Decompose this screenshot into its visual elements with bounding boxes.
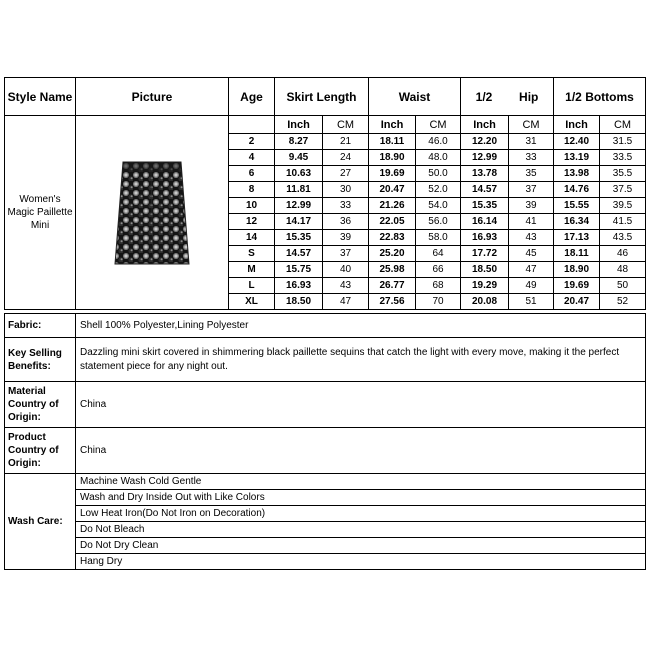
waist-inch: 19.69: [369, 166, 416, 182]
waist-cm: 54.0: [416, 198, 461, 214]
wash-care-list: [76, 474, 645, 569]
hip-cm: 45: [509, 246, 554, 262]
product-origin-label: Product Country of Origin:: [5, 428, 76, 474]
header-age: Age: [229, 78, 275, 116]
hip-inch: 12.99: [461, 150, 509, 166]
size-age: M: [229, 262, 275, 278]
selling-value: Dazzling mini skirt covered in shimmering black paillette sequins that catch the light with every move, making it the perfect statement piece for any night out.: [76, 338, 646, 382]
size-age: S: [229, 246, 275, 262]
bottom-inch: 14.76: [554, 182, 600, 198]
bottom-cm: 52: [600, 294, 646, 310]
skirt-inch: 8.27: [275, 134, 323, 150]
skirt-cm: 24: [323, 150, 369, 166]
bottom-inch: 19.69: [554, 278, 600, 294]
material-origin-label: Material Country of Origin:: [5, 382, 76, 428]
hip-inch: 16.14: [461, 214, 509, 230]
skirt-cm: 36: [323, 214, 369, 230]
wash-care-label: Wash Care:: [5, 474, 76, 570]
hip-cm: 33: [509, 150, 554, 166]
bottom-cm: 43.5: [600, 230, 646, 246]
skirt-cm: 21: [323, 134, 369, 150]
product-details-table: [4, 313, 646, 570]
unit-inch: Inch: [369, 116, 416, 134]
waist-cm: 46.0: [416, 134, 461, 150]
skirt-cm: 37: [323, 246, 369, 262]
size-age: XL: [229, 294, 275, 310]
bottom-cm: 33.5: [600, 150, 646, 166]
skirt-cm: 40: [323, 262, 369, 278]
bottom-inch: 15.55: [554, 198, 600, 214]
hip-inch: 12.20: [461, 134, 509, 150]
size-age: 4: [229, 150, 275, 166]
waist-inch: 22.05: [369, 214, 416, 230]
wash-care-item: Low Heat Iron(Do Not Iron on Decoration): [76, 506, 645, 522]
material-origin-value: China: [76, 382, 646, 428]
waist-cm: 56.0: [416, 214, 461, 230]
hip-cm: 47: [509, 262, 554, 278]
product-picture: [76, 116, 229, 310]
waist-cm: 70: [416, 294, 461, 310]
units-row: [5, 116, 646, 134]
hip-cm: 43: [509, 230, 554, 246]
header-picture: Picture: [76, 78, 229, 116]
size-age: 8: [229, 182, 275, 198]
wash-care-row: [5, 474, 646, 570]
bottom-inch: 20.47: [554, 294, 600, 310]
skirt-inch: 14.57: [275, 246, 323, 262]
wash-care-item: Machine Wash Cold Gentle: [76, 474, 645, 490]
skirt-cm: 47: [323, 294, 369, 310]
bottom-inch: 18.90: [554, 262, 600, 278]
bottom-cm: 48: [600, 262, 646, 278]
waist-cm: 48.0: [416, 150, 461, 166]
header-half-hip: 1/2 Hip: [461, 78, 554, 116]
hip-cm: 51: [509, 294, 554, 310]
product-origin-row: [5, 428, 646, 474]
hip-inch: 20.08: [461, 294, 509, 310]
skirt-inch: 15.35: [275, 230, 323, 246]
fabric-value: Shell 100% Polyester,Lining Polyester: [76, 314, 646, 338]
skirt-inch: 16.93: [275, 278, 323, 294]
fabric-label: Fabric:: [5, 314, 76, 338]
bottom-cm: 46: [600, 246, 646, 262]
unit-inch: Inch: [461, 116, 509, 134]
product-style-name: Women's Magic Paillette Mini: [5, 116, 76, 310]
hip-cm: 35: [509, 166, 554, 182]
bottom-inch: 13.19: [554, 150, 600, 166]
header-style-name: Style Name: [5, 78, 76, 116]
header-waist: Waist: [369, 78, 461, 116]
waist-inch: 25.20: [369, 246, 416, 262]
bottom-inch: 13.98: [554, 166, 600, 182]
wash-care-item: Hang Dry: [80, 556, 123, 567]
size-age: L: [229, 278, 275, 294]
waist-cm: 68: [416, 278, 461, 294]
bottom-cm: 35.5: [600, 166, 646, 182]
bottom-inch: 17.13: [554, 230, 600, 246]
waist-inch: 25.98: [369, 262, 416, 278]
bottom-inch: 18.11: [554, 246, 600, 262]
hip-cm: 39: [509, 198, 554, 214]
bottom-inch: 16.34: [554, 214, 600, 230]
sequin-skirt-image: [93, 154, 211, 272]
waist-cm: 52.0: [416, 182, 461, 198]
size-age: 6: [229, 166, 275, 182]
bottom-cm: 31.5: [600, 134, 646, 150]
skirt-inch: 10.63: [275, 166, 323, 182]
product-origin-value: China: [76, 428, 646, 474]
wash-care-item: Do Not Dry Clean: [76, 538, 645, 554]
hip-inch: 14.57: [461, 182, 509, 198]
unit-cm: CM: [600, 116, 646, 134]
unit-inch: Inch: [554, 116, 600, 134]
bottom-cm: 37.5: [600, 182, 646, 198]
size-age: 10: [229, 198, 275, 214]
header-half-bottoms: 1/2 Bottoms: [554, 78, 646, 116]
waist-inch: 22.83: [369, 230, 416, 246]
hip-cm: 31: [509, 134, 554, 150]
skirt-cm: 30: [323, 182, 369, 198]
wash-care-item: Do Not Bleach: [76, 522, 645, 538]
hip-inch: 13.78: [461, 166, 509, 182]
hip-inch: 16.93: [461, 230, 509, 246]
skirt-cm: 27: [323, 166, 369, 182]
size-chart-table: [4, 77, 646, 310]
hip-cm: 49: [509, 278, 554, 294]
material-origin-row: [5, 382, 646, 428]
waist-cm: 66: [416, 262, 461, 278]
fabric-row: [5, 314, 646, 338]
waist-cm: 64: [416, 246, 461, 262]
waist-cm: 58.0: [416, 230, 461, 246]
size-age: 14: [229, 230, 275, 246]
unit-cm: CM: [509, 116, 554, 134]
skirt-inch: 11.81: [275, 182, 323, 198]
size-age: 2: [229, 134, 275, 150]
skirt-inch: 9.45: [275, 150, 323, 166]
waist-inch: 20.47: [369, 182, 416, 198]
hip-inch: 19.29: [461, 278, 509, 294]
hip-cm: 41: [509, 214, 554, 230]
selling-row: [5, 338, 646, 382]
skirt-cm: 43: [323, 278, 369, 294]
wash-care-item: Wash and Dry Inside Out with Like Colors: [76, 490, 645, 506]
waist-inch: 18.90: [369, 150, 416, 166]
bottom-cm: 41.5: [600, 214, 646, 230]
hip-inch: 18.50: [461, 262, 509, 278]
header-skirt-length: Skirt Length: [275, 78, 369, 116]
hip-cm: 37: [509, 182, 554, 198]
bottom-cm: 39.5: [600, 198, 646, 214]
bottom-cm: 50: [600, 278, 646, 294]
skirt-cm: 33: [323, 198, 369, 214]
waist-inch: 27.56: [369, 294, 416, 310]
waist-inch: 26.77: [369, 278, 416, 294]
bottom-inch: 12.40: [554, 134, 600, 150]
waist-inch: 18.11: [369, 134, 416, 150]
header-row: [5, 78, 646, 116]
hip-inch: 15.35: [461, 198, 509, 214]
waist-inch: 21.26: [369, 198, 416, 214]
size-age: 12: [229, 214, 275, 230]
selling-label: Key Selling Benefits:: [5, 338, 76, 382]
unit-cm: CM: [416, 116, 461, 134]
unit-inch: Inch: [275, 116, 323, 134]
skirt-inch: 14.17: [275, 214, 323, 230]
hip-inch: 17.72: [461, 246, 509, 262]
skirt-inch: 15.75: [275, 262, 323, 278]
unit-cm: CM: [323, 116, 369, 134]
skirt-inch: 18.50: [275, 294, 323, 310]
waist-cm: 50.0: [416, 166, 461, 182]
skirt-cm: 39: [323, 230, 369, 246]
skirt-inch: 12.99: [275, 198, 323, 214]
